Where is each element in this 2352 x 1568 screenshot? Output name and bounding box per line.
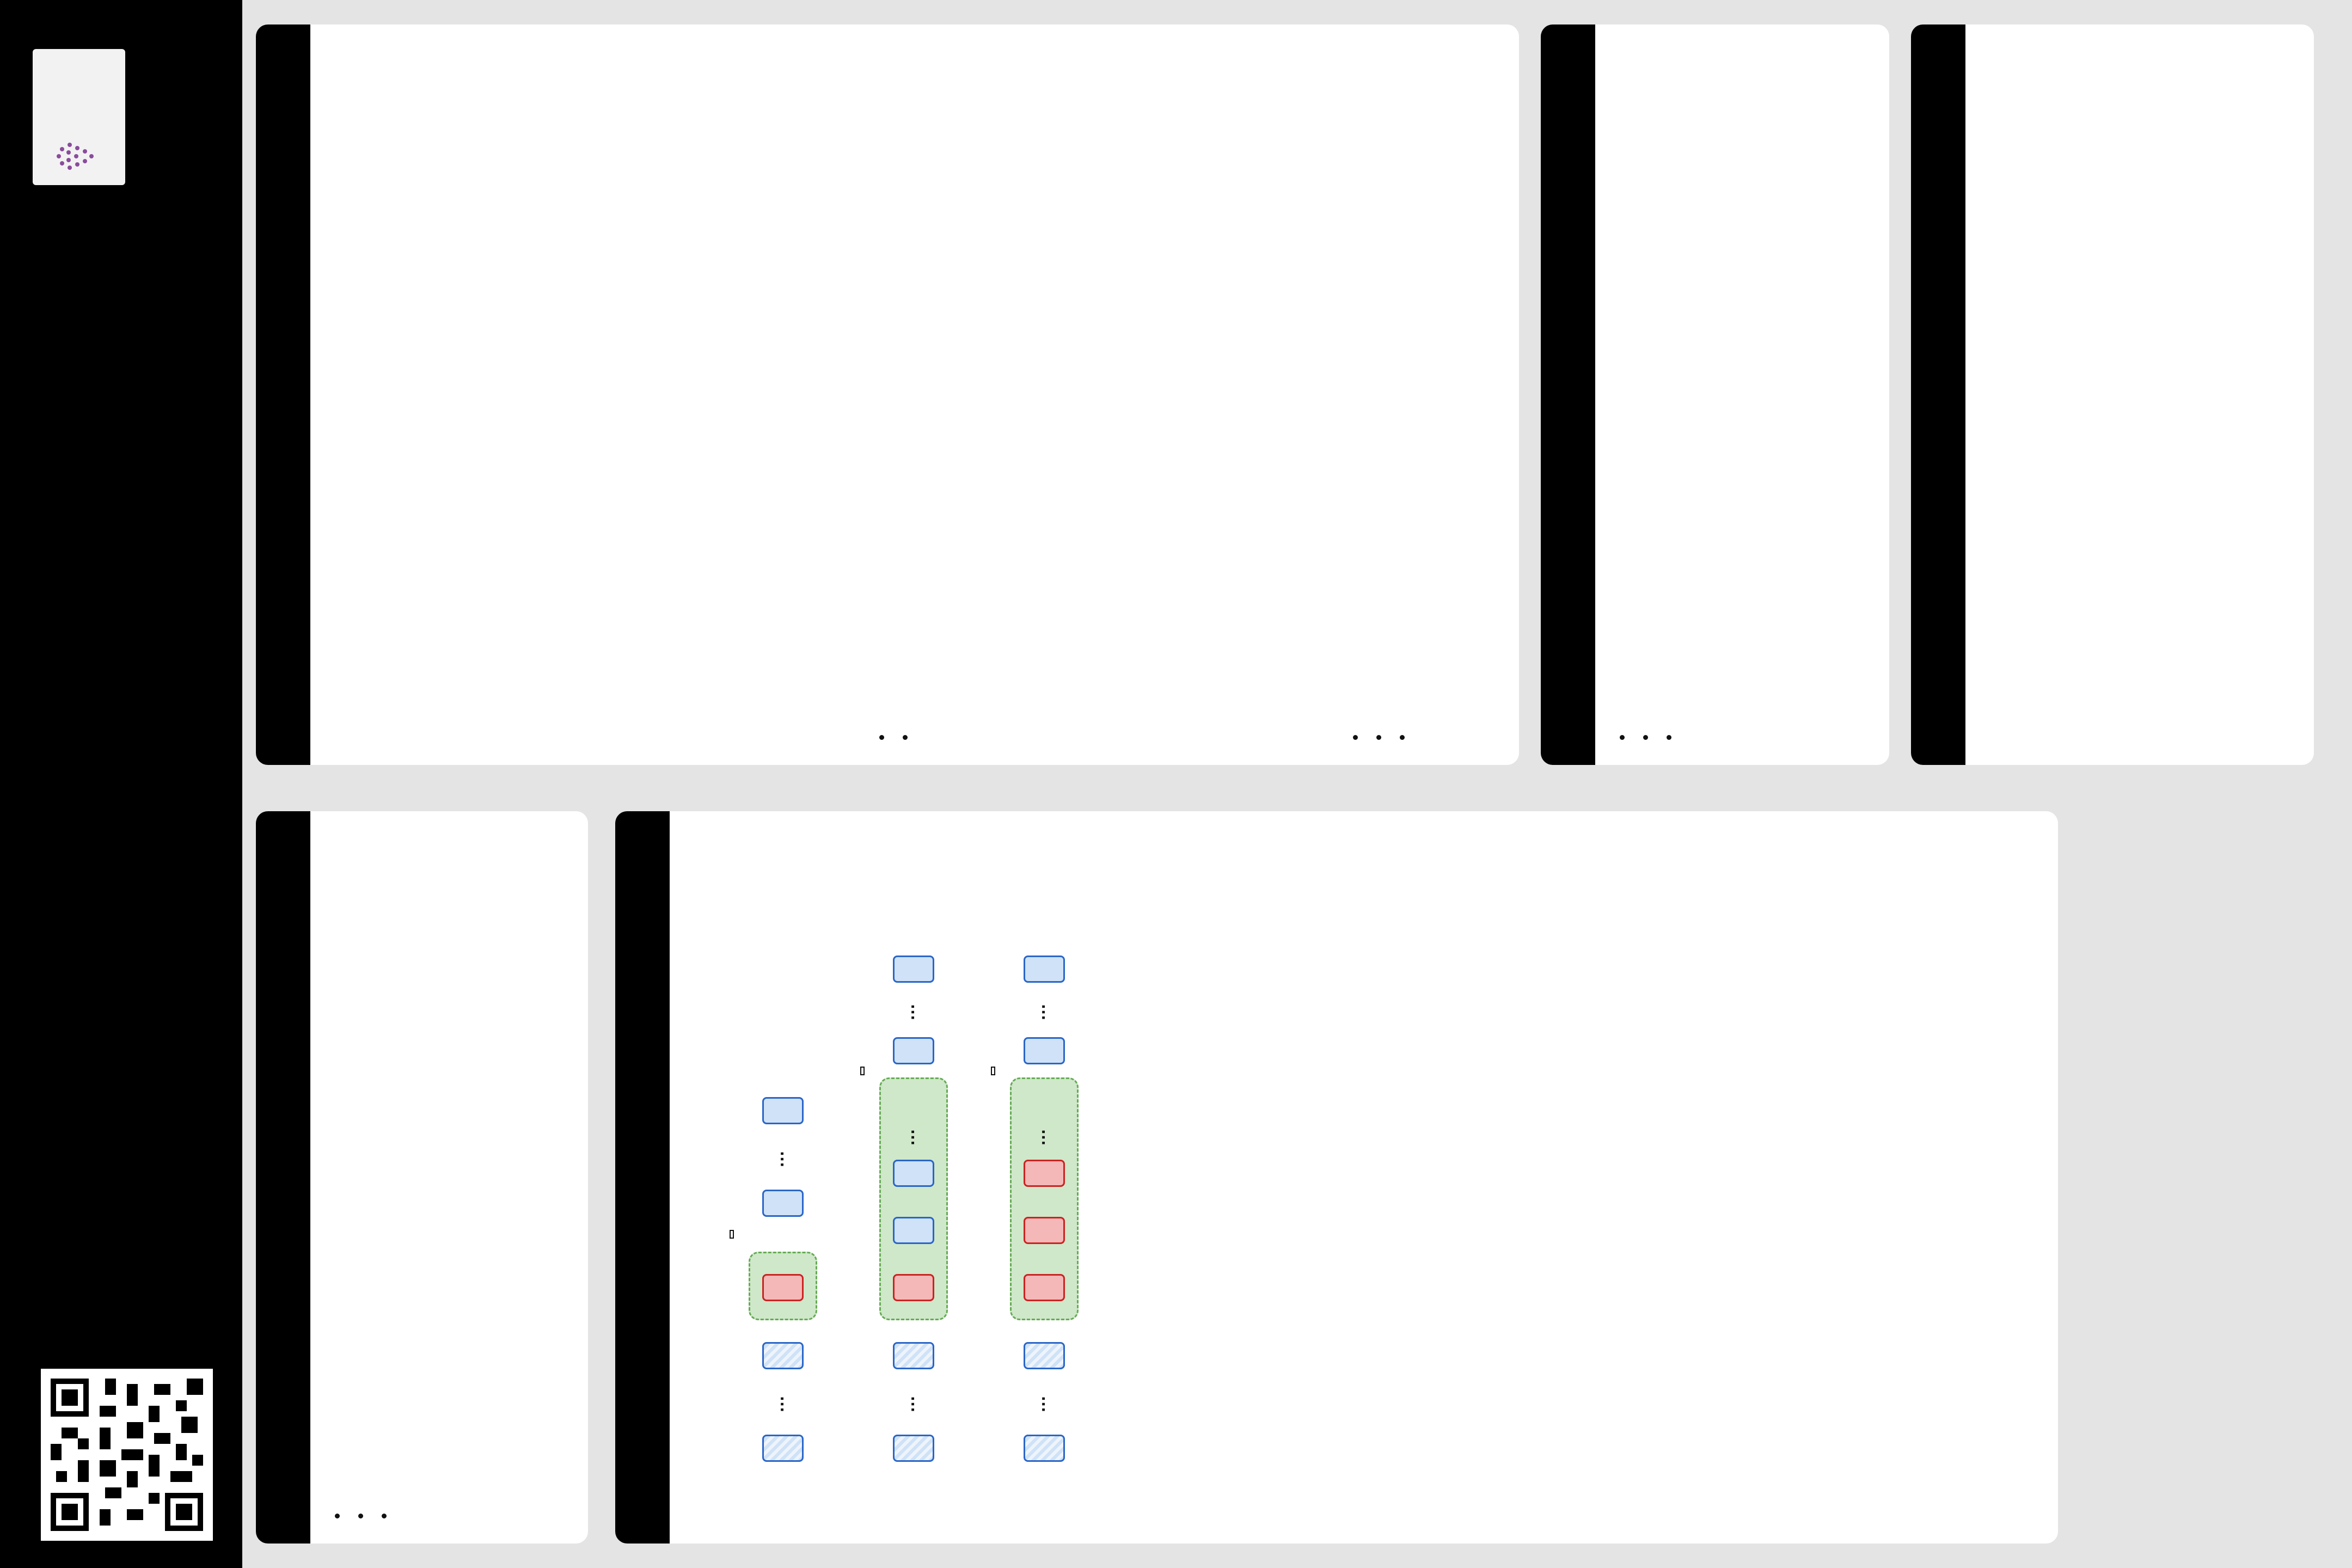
loss-box xyxy=(991,1067,995,1075)
optimized-block xyxy=(893,1274,934,1301)
intro-bullet xyxy=(327,836,347,1505)
overfitting-charts xyxy=(1051,46,1334,743)
results-card xyxy=(256,24,1519,765)
ellipsis: … xyxy=(898,1003,918,1021)
introduction-bullets xyxy=(327,836,397,1522)
quantized-block xyxy=(762,1435,804,1462)
references-heading xyxy=(1911,24,1965,765)
quantized-block xyxy=(762,1342,804,1369)
discussion-bullet xyxy=(1658,46,1679,727)
ellipsis: … xyxy=(768,1395,787,1413)
methods-card xyxy=(615,811,2058,1543)
discussion-bullet xyxy=(1612,46,1632,727)
quantized-block xyxy=(1024,1342,1065,1369)
ellipsis: … xyxy=(1029,1129,1049,1146)
results-charts xyxy=(359,46,860,743)
results-bullet xyxy=(871,46,891,727)
references-list xyxy=(1979,46,1984,743)
diagram-la-ptq xyxy=(860,836,980,1522)
intro-bullet xyxy=(373,836,394,1505)
frozen-block xyxy=(1024,955,1065,983)
results-bullet xyxy=(1392,46,1412,727)
discussion-heading xyxy=(1541,24,1595,765)
ellipsis: … xyxy=(898,1129,918,1146)
results-heading xyxy=(256,24,310,765)
frozen-block xyxy=(762,1190,804,1217)
quantized-block xyxy=(893,1342,934,1369)
references-card xyxy=(1911,24,2314,765)
introduction-heading xyxy=(256,811,310,1543)
frozen-block xyxy=(893,1217,934,1244)
optimized-block xyxy=(1024,1160,1065,1187)
neurips-dots-icon xyxy=(53,137,97,175)
results-bullet xyxy=(1345,46,1365,727)
title-banner xyxy=(0,0,242,1568)
discussion-bullet xyxy=(1635,46,1655,727)
neurips-logo xyxy=(33,49,125,185)
loss-box xyxy=(860,1067,865,1075)
intro-bullet xyxy=(350,836,370,1505)
ellipsis: … xyxy=(768,1150,787,1168)
ellipsis: … xyxy=(1029,1003,1049,1021)
results-bullets-2 xyxy=(1345,46,1415,743)
qr-code-icon[interactable] xyxy=(41,1369,213,1541)
optimized-block xyxy=(762,1274,804,1301)
results-bullet xyxy=(1368,46,1388,727)
optimized-block xyxy=(1024,1274,1065,1301)
introduction-card xyxy=(256,811,588,1543)
diagram-mb-ptq xyxy=(991,836,1111,1522)
diagram-sb-ptq xyxy=(730,836,849,1522)
discussion-card xyxy=(1541,24,1889,765)
frozen-block xyxy=(1024,1037,1065,1064)
methods-heading xyxy=(615,811,670,1543)
frozen-block xyxy=(893,955,934,983)
ellipsis: … xyxy=(898,1395,918,1413)
discussion-bullets xyxy=(1612,46,1682,743)
frozen-block xyxy=(762,1097,804,1124)
frozen-block xyxy=(893,1160,934,1187)
quantized-block xyxy=(1024,1435,1065,1462)
loss-box xyxy=(730,1230,734,1239)
results-bullet xyxy=(895,46,915,727)
optimized-block xyxy=(1024,1217,1065,1244)
quantized-block xyxy=(893,1435,934,1462)
results-bullets-1 xyxy=(871,46,918,743)
ellipsis: … xyxy=(1029,1395,1049,1413)
frozen-block xyxy=(893,1037,934,1064)
